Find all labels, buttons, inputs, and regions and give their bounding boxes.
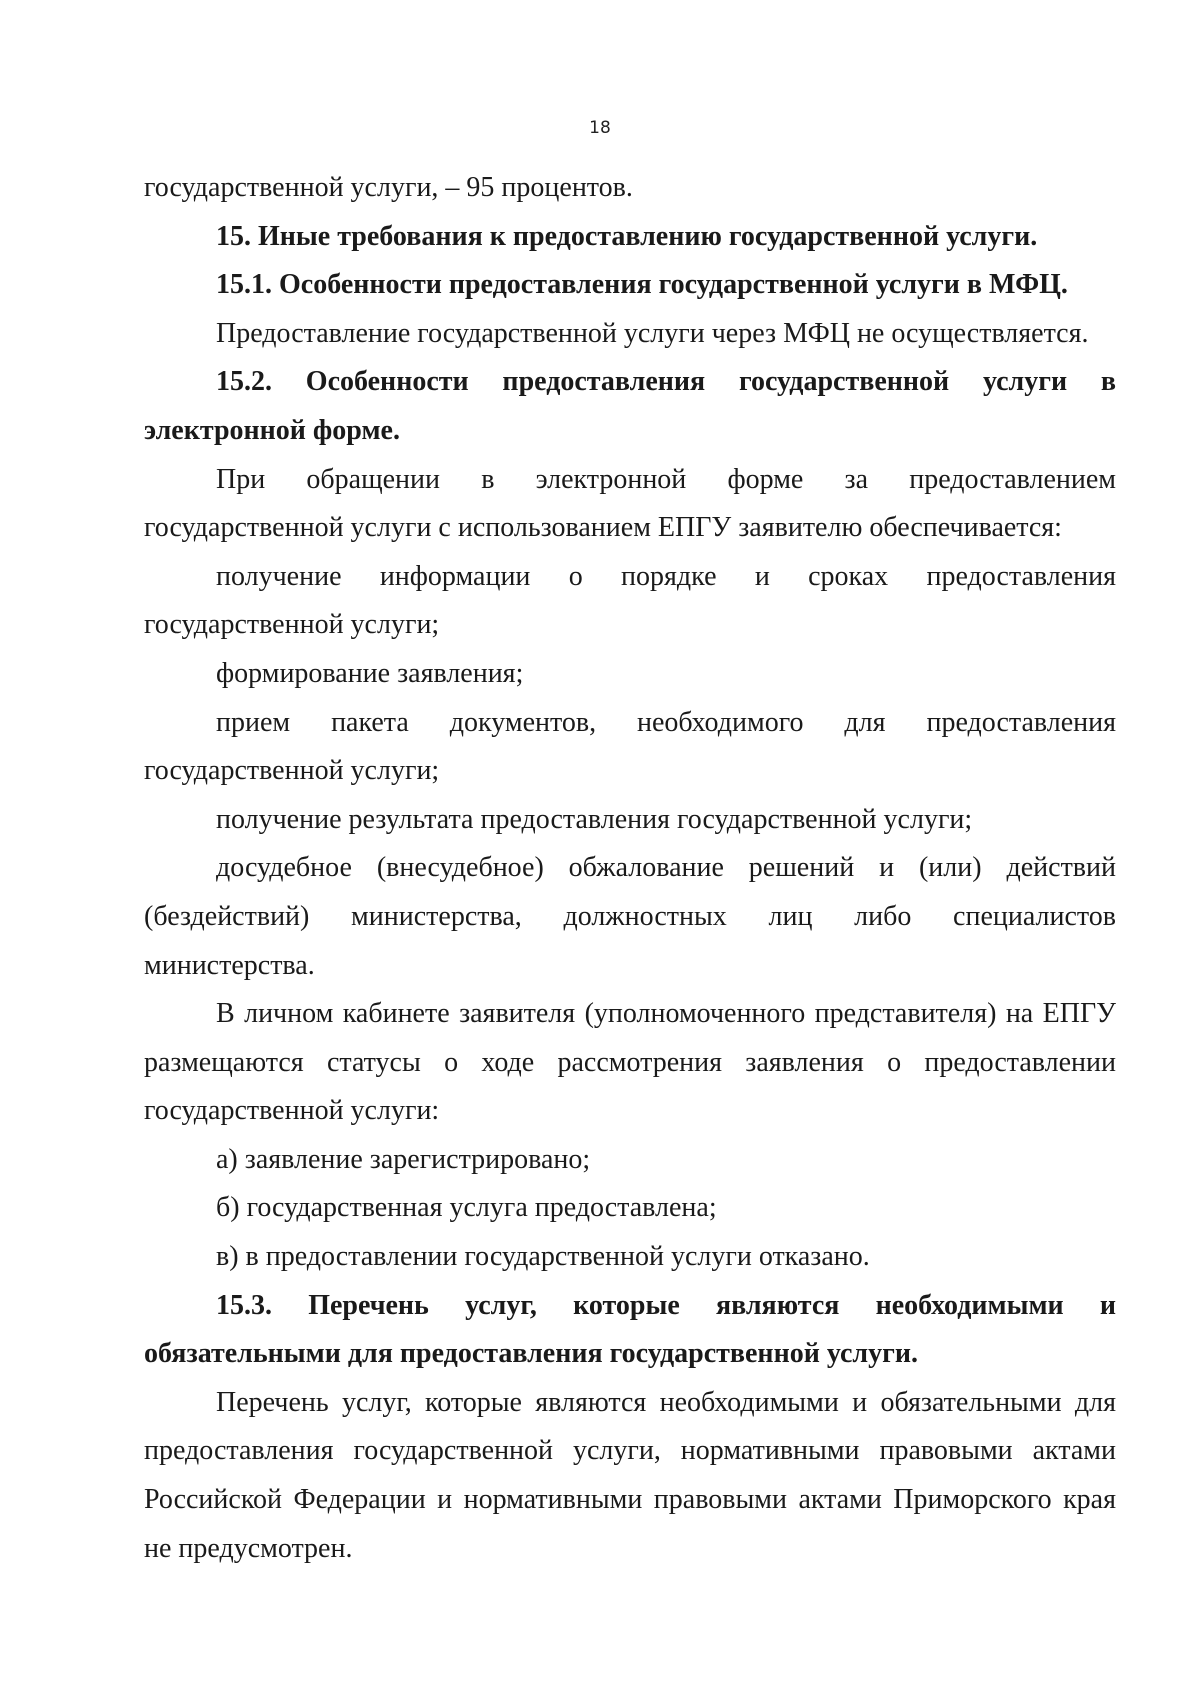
document-body	[144, 164, 1116, 1573]
page-number: 18	[589, 118, 611, 138]
list-item-result: получение результата предоставления государственной услуги;	[216, 803, 973, 835]
section-heading-15-1: 15.1. Особенности предоставления государственной услуги в МФЦ.	[216, 269, 1068, 301]
status-item-b: б) государственная услуга предоставлена;	[216, 1192, 717, 1224]
section-heading-15-3: 15.3. Перечень услуг, которые являются необходимыми и обязательными для предоставления государственной услуги.	[144, 1289, 1116, 1370]
paragraph-services-list: Перечень услуг, которые являются необходимыми и обязательными для предоставления государственной услуги, нормативными правовыми актами Российской Федерации и нормативными правовыми актами Приморского края не предусмотрен.	[144, 1386, 1116, 1564]
status-item-c: в) в предоставлении государственной услуги отказано.	[216, 1241, 870, 1273]
list-item-appeal: досудебное (внесудебное) обжалование решений и (или) действий (бездействий) министерства, должностных лиц либо специалистов министерства.	[144, 852, 1116, 981]
list-item-info: получение информации о порядке и сроках предоставления государственной услуги;	[144, 560, 1116, 641]
list-item-documents: прием пакета документов, необходимого для предоставления государственной услуги;	[144, 706, 1116, 787]
paragraph-cabinet-statuses: В личном кабинете заявителя (уполномоченного представителя) на ЕПГУ размещаются статусы о ходе рассмотрения заявления о предоставлении государственной услуги:	[144, 998, 1116, 1127]
paragraph-electronic-intro: При обращении в электронной форме за предоставлением государственной услуги с использованием ЕПГУ заявителю обеспечивается:	[144, 463, 1116, 544]
paragraph-continuation: государственной услуги, – 95 процентов.	[144, 172, 633, 203]
section-heading-15-2: 15.2. Особенности предоставления государственной услуги в электронной форме.	[144, 366, 1116, 446]
paragraph-mfc: Предоставление государственной услуги через МФЦ не осуществляется.	[216, 317, 1089, 349]
section-heading-15: 15. Иные требования к предоставлению государственной услуги.	[216, 220, 1038, 252]
status-item-a: а) заявление зарегистрировано;	[216, 1143, 591, 1175]
list-item-application: формирование заявления;	[216, 657, 524, 689]
